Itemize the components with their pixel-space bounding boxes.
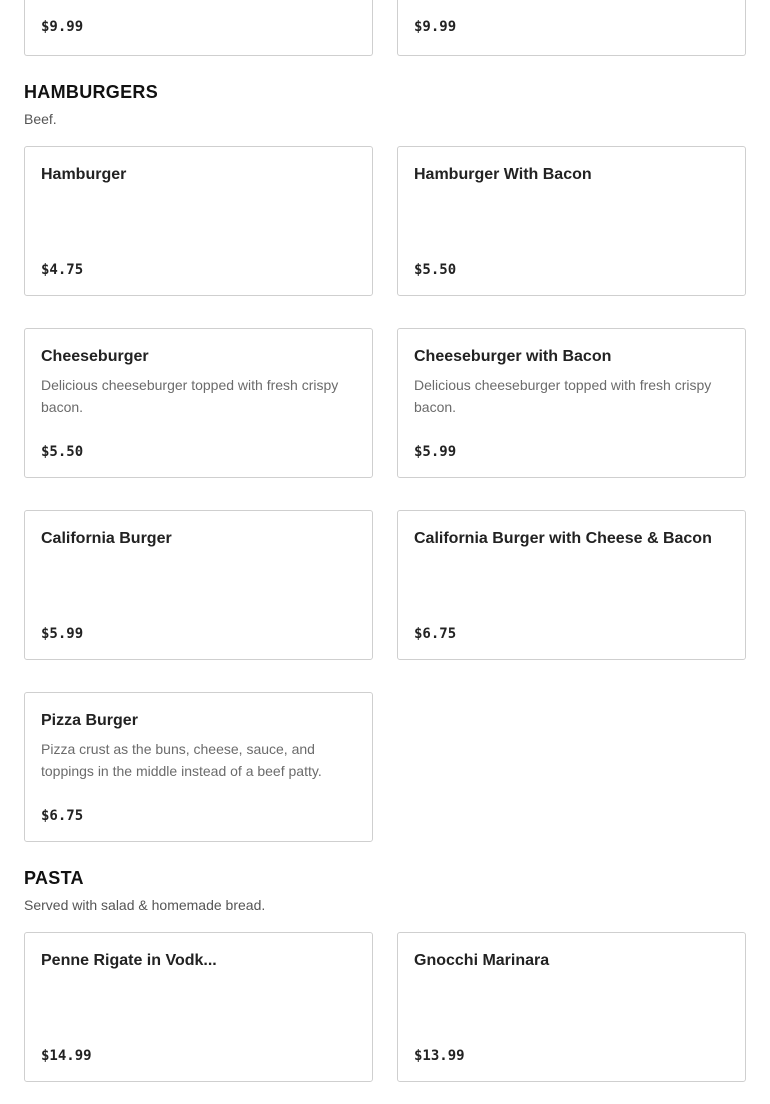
menu-item-name: Hamburger (41, 166, 127, 183)
menu-item-price: $14.99 (41, 1048, 92, 1064)
menu-item-price: $5.99 (414, 444, 457, 460)
menu-item-name: California Burger (41, 530, 172, 547)
menu-item-price: $5.50 (414, 262, 457, 278)
menu-item-card[interactable] (24, 146, 373, 296)
menu-item-card[interactable] (24, 510, 373, 660)
section-subtitle-pasta: Served with salad & homemade bread. (24, 897, 266, 913)
menu-item-name: California Burger with Cheese & Bacon (414, 530, 712, 547)
menu-item-name: Pizza Burger (41, 712, 138, 729)
menu-item-card[interactable] (397, 146, 746, 296)
menu-item-card[interactable] (397, 510, 746, 660)
menu-item-price: $6.75 (41, 808, 84, 824)
menu-item-price: $13.99 (414, 1048, 465, 1064)
section-subtitle-hamburgers: Beef. (24, 111, 57, 127)
menu-item-name: Penne Rigate in Vodk... (41, 952, 217, 969)
menu-item-card[interactable] (397, 328, 746, 478)
menu-item-price: $6.75 (414, 626, 457, 642)
section-title-pasta: PASTA (24, 868, 84, 888)
menu-item-name: Gnocchi Marinara (414, 952, 550, 969)
menu-item-price: $5.99 (41, 626, 84, 642)
menu-item-price: $9.99 (41, 19, 84, 35)
menu-item-description: Delicious cheeseburger topped with fresh crispy bacon. (41, 377, 339, 415)
menu-item-card[interactable] (397, 932, 746, 1082)
menu-item-card[interactable] (24, 692, 373, 842)
menu-item-card[interactable] (24, 0, 373, 56)
menu-item-card[interactable] (24, 932, 373, 1082)
menu-item-name: Cheeseburger with Bacon (414, 348, 612, 365)
menu-item-price: $4.75 (41, 262, 84, 278)
menu-item-name: Hamburger With Bacon (414, 166, 592, 183)
menu-item-price: $5.50 (41, 444, 84, 460)
menu-item-card[interactable] (397, 0, 746, 56)
menu-item-card[interactable] (24, 328, 373, 478)
menu-item-description: Pizza crust as the buns, cheese, sauce, and toppings in the middle instead of a beef patty. (41, 741, 322, 779)
section-title-hamburgers: HAMBURGERS (24, 82, 159, 102)
menu-item-price: $9.99 (414, 19, 457, 35)
menu-item-name: Cheeseburger (41, 348, 149, 365)
menu-item-description: Delicious cheeseburger topped with fresh crispy bacon. (414, 377, 712, 415)
